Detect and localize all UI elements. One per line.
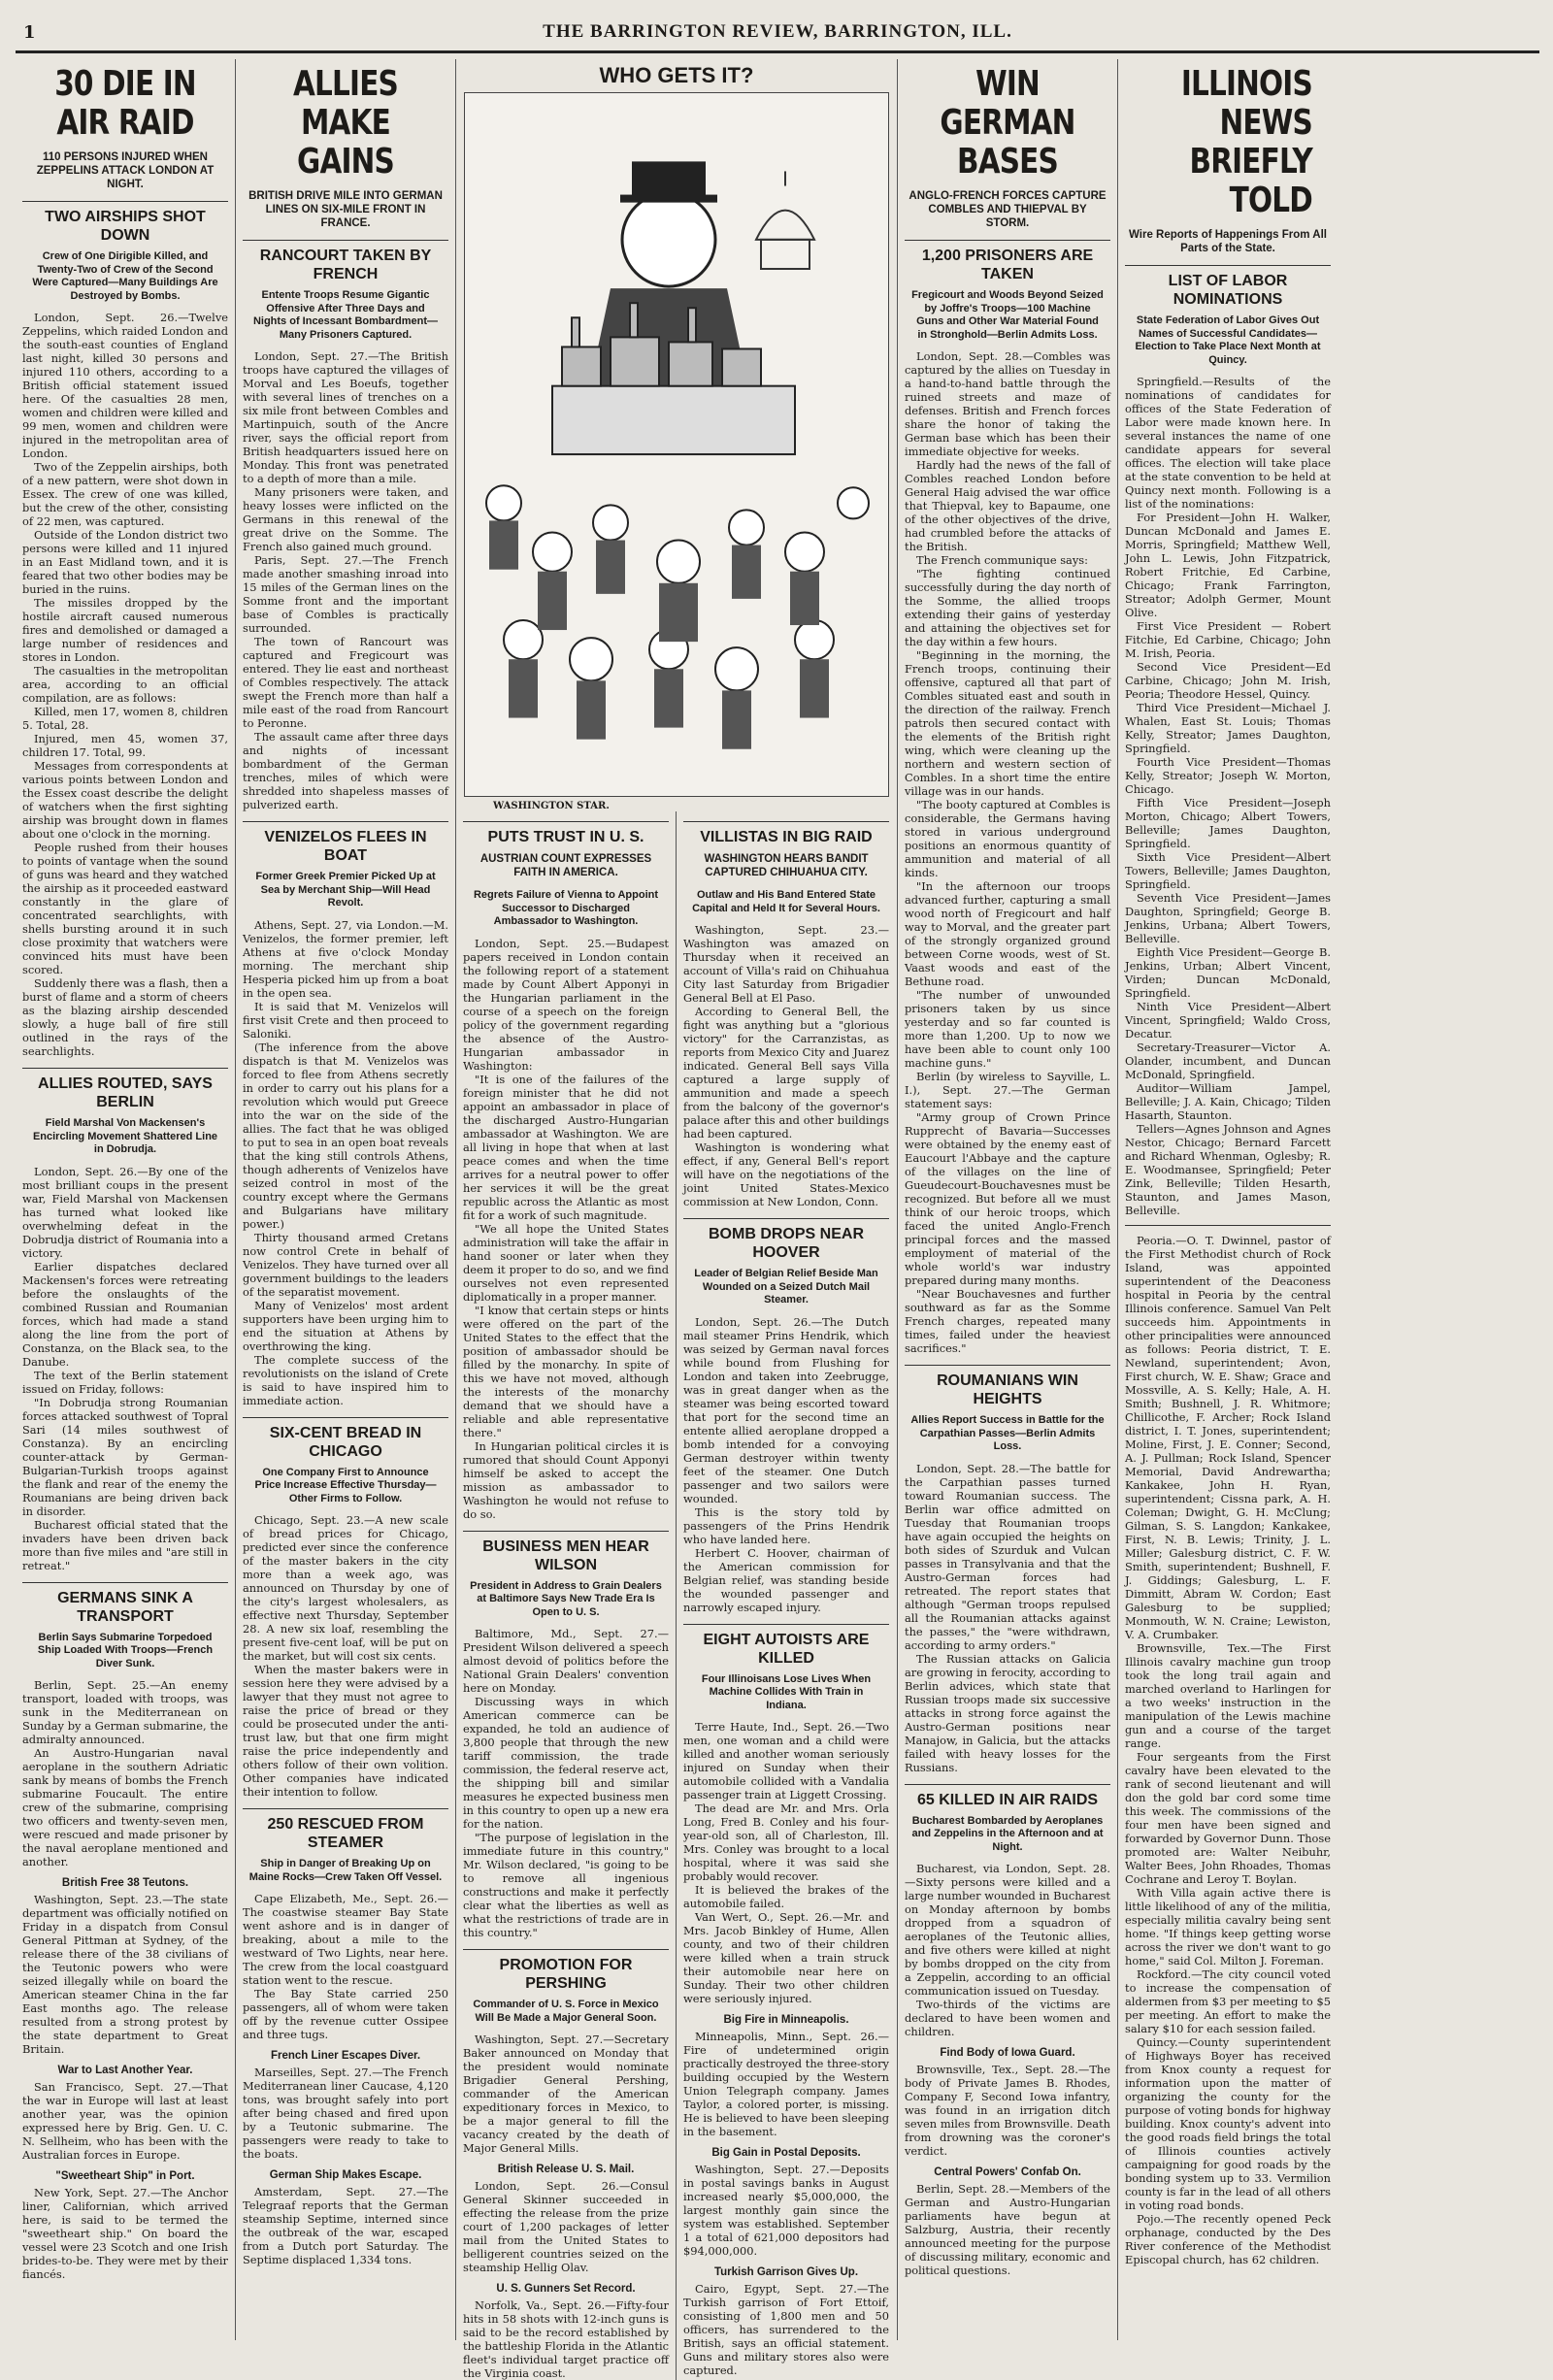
- paragraph: Washington is wondering what effect, if any, General Bell's report will have on the negotiations of the joint United States-Mexico commission at New London, Conn.: [683, 1140, 889, 1208]
- divider: [1125, 1225, 1331, 1226]
- paragraph: Discussing ways in which American commerce can be expanded, he told an audience of 3,800 people that through the new tariff commission, the trade commission, the federal reserve act, the shipping bill and similar measures he expected business men in this country to open up a new era for the nation.: [463, 1695, 669, 1831]
- paragraph: Quincy.—County superintendent of Highways Boyer has received from Knox county a request for information upon the matter of organizing the county for the purpose of voting bonds for highway building. Knox county's advent into the good roads field brings the total of Illinois counties actively campaigning for good roads by the bonding system up to 33. Vermilion county is far in the lead of all others in voting road bonds.: [1125, 2035, 1331, 2212]
- brief-head: Central Powers' Confab On.: [934, 2166, 1081, 2178]
- paragraph: London, Sept. 26.—Consul General Skinner succeeded in effecting the release from the prize court of 1,200 packages of letter mail from the United States to belligerent countries seized on the steamship Hellig Olav.: [463, 2179, 669, 2274]
- paragraph: Amsterdam, Sept. 27.—The Telegraaf reports that the German steamship Septime, interned since the outbreak of the war, escaped from a Dutch port Saturday. The Septime displaced 1,334 tons.: [243, 2185, 448, 2266]
- paragraph: Marseilles, Sept. 27.—The French Mediterranean liner Caucase, 4,120 tons, was brought safely into port after being chased and fired upon by a Teutonic submarine. The passengers were ready to take to the boats.: [243, 2066, 448, 2161]
- summary: Commander of U. S. Force in Mexico Will Be Made a Major General Soon.: [473, 1999, 659, 2024]
- paragraph: "I know that certain steps or hints were offered on the part of the United States to the effect that the position of ambassador should be filled by the monarchy. In spite of this we have not moved, although the interests of the monarchy demand that we should have a reliable and able representative there.": [463, 1303, 669, 1439]
- paragraph: Earlier dispatches declared Mackensen's forces were retreating before the onslaughts of the combined Russian and Roumanian forces, which had made a stand along the line from the port of Constanza, on the Black sea, to the Danube.: [22, 1259, 228, 1369]
- paragraph: Washington, Sept. 23.—Washington was amazed on Thursday when it received an account of Villa's raid on Chihuahua City last Saturday from Brigadier General Bell at El Paso.: [683, 923, 889, 1005]
- article-body: [905, 1462, 1110, 1774]
- headline-illinois-news: ILLINOIS NEWS BRIEFLY TOLD: [1180, 64, 1312, 220]
- paragraph: This is the story told by passengers of the Prins Hendrik who have landed here.: [683, 1504, 889, 1546]
- paragraph: (The inference from the above dispatch is that M. Venizelos was forced to flee from Athens secretly in order to carry out his plans for a revolution which would put Greece into the war on the side of the allies. The fact that he was obliged to put to sea in an open boat reveals that the king still controls Athens, though adherents of Venizelos have seized control in most of the country except where the Germans and Bulgarians have military power.): [243, 1040, 448, 1231]
- brief-head: Big Fire in Minneapolis.: [723, 2014, 849, 2026]
- summary: Allies Report Success in Battle for the Carpathian Passes—Berlin Admits Loss.: [910, 1414, 1105, 1452]
- paragraph: Outside of the London district two persons were killed and 11 injured in an East Midland town, and it is feared that two other bodies may be buried in the ruins.: [22, 528, 228, 596]
- summary: Entente Troops Resume Gigantic Offensive After Three Days and Nights of Incessant Bombardment—Many Prisoners Captured.: [252, 289, 439, 341]
- paragraph: For President—John H. Walker, Duncan McDonald and James E. Morris, Springfield; Matthew Well, John L. Lewis, John Fitzpatrick, Robert Fritchie, Ed Carbine, Chicago; Frank Farrington, Streator; Adolph Germer, Mount Olive.: [1125, 511, 1331, 619]
- paragraph: Minneapolis, Minn., Sept. 26.—Fire of undetermined origin practically destroyed the three-story building occupied by the Western Union Telegraph company. James Taylor, a colored porter, is missing. He is believed to have been sleeping in the basement.: [683, 2030, 889, 2138]
- paragraph: Third Vice President—Michael J. Whalen, East St. Louis; Thomas Kelly, Streator; James Daughton, Springfield.: [1125, 701, 1331, 755]
- column-5: [898, 59, 1118, 2340]
- paragraph: Norfolk, Va., Sept. 26.—Fifty-four hits in 58 shots with 12-inch guns is said to be the record established by the battleship Florida in the Atlantic fleet's individual target practice off the Virginia coast.: [463, 2298, 669, 2380]
- column-4: [677, 811, 896, 2380]
- sub-head: BOMB DROPS NEAR HOOVER: [683, 1218, 889, 1262]
- paragraph: Van Wert, O., Sept. 26.—Mr. and Mrs. Jacob Binkley of Hume, Allen county, and two of their children were killed when a train struck their automobile near here on Sunday. Their two other children were seriously injured.: [683, 1910, 889, 2005]
- lower-columns: [456, 811, 897, 2380]
- paragraph: The complete success of the revolutionists on the island of Crete is said to have inspired him to immediate action.: [243, 1352, 448, 1407]
- article-body: [1125, 375, 1331, 1217]
- article-body: [243, 918, 448, 1407]
- paragraph: "Beginning in the morning, the French troops, continuing their offensive, captured all that part of Combles situated east and south in the direction of the railway. French patrols then secured contact with the elements of the British right wing, which were cleaning up the northern and western section of Combles. In a short time the entire village was in our hands.: [905, 648, 1110, 798]
- paragraph: According to General Bell, the fight was anything but a "glorious victory" for the Carranzistas, as reports from Mexico City and Juarez indicated. General Bell says Villa captured a large supply of ammunition and made a speech from the balcony of the governor's palace after this and other buildings had been captured.: [683, 1005, 889, 1140]
- paragraph: Paris, Sept. 27.—The French made another smashing inroad into 15 miles of the German lines on the Somme front and the important base of Combles is practically surrounded.: [243, 553, 448, 635]
- article-body: [463, 937, 669, 1521]
- paragraph: Rockford.—The city council voted to increase the compensation of aldermen from $3 per meeting to $5 per meeting. An effort to make the salary $10 for each session failed.: [1125, 1967, 1331, 2035]
- paragraph: Many of Venizelos' most ardent supporters have been urging him to end the situation at Athens by overthrowing the king.: [243, 1298, 448, 1353]
- paragraph: London, Sept. 28.—Combles was captured by the allies on Tuesday in a hand-to-hand battle through the ruined streets and maze of defenses. British and French forces share the honor of taking the German base which has been their immediate objective for weeks.: [905, 349, 1110, 458]
- article-body: [463, 1627, 669, 1939]
- paragraph: Suddenly there was a flash, then a burst of flame and a storm of cheers as the blazing airship descended slowly, a huge ball of fire still outlined in the rays of the searchlights.: [22, 976, 228, 1058]
- paragraph: Messages from correspondents at various points between London and the Essex coast describe the delight of watchers when the first sighting airship was brought down in flames about one o'clock in the morning.: [22, 759, 228, 841]
- paragraph: Tellers—Agnes Johnson and Agnes Nestor, Chicago; Bernard Farcett and Richard Whenman, Oglesby; R. E. Woodmansee, Springfield; Peter Zink, Belleville; Tilden Hesarth, Staunton, and James Mason, Belleville.: [1125, 1122, 1331, 1217]
- paragraph: Cape Elizabeth, Me., Sept. 26.—The coastwise steamer Bay State went ashore and is in danger of breaking, about a mile to the westward of Two Lights, near here. The crew from the local coastguard station went to the rescue.: [243, 1892, 448, 1987]
- paragraph: San Francisco, Sept. 27.—That the war in Europe will last at least another year, was the opinion expressed here by Brig. Gen. U. C. N. Sellheim, who has been with the Australian forces in Europe.: [22, 2080, 228, 2162]
- center-spread: [456, 59, 898, 2380]
- cartoon-title: WHO GETS IT?: [599, 63, 754, 87]
- summary: Fregicourt and Woods Beyond Seized by Joffre's Troops—100 Machine Guns and Other War Material Found in Stronghold—Berlin Admits Loss.: [911, 289, 1104, 341]
- summary: President in Address to Grain Dealers at Baltimore Says New Trade Era Is Open to U. S.: [470, 1579, 662, 1618]
- paragraph: Two of the Zeppelin airships, both of a new pattern, were shot down in Essex. The crew of one was killed, but the crew of the other, consisting of 22 men, was captured.: [22, 460, 228, 528]
- paragraph: London, Sept. 28.—The battle for the Carpathian passes turned toward Roumanian success. The Berlin war office admitted on Tuesday that Roumanian troops have again occupied the heights on both sides of Szurduk and Vulcan passes in Transylvania and that the Austro-German forces had retreated. The report states that although "German troops repulsed all the Roumanian attacks against the passes," the "were withdrawn, according to army orders.": [905, 1461, 1110, 1652]
- deck: 110 PERSONS INJURED WHEN ZEPPELINS ATTACK LONDON AT NIGHT.: [36, 151, 215, 190]
- paragraph: "The purpose of legislation in the immediate future in this country," Mr. Wilson declared, "is going to be to remove all ingenious constructions and make it perfectly clear what the liberties as well as what the restrictions of trade are in this country.": [463, 1831, 669, 1939]
- paragraph: "The fighting continued successfully during the day north of the Somme, the allied troops extending their gains of yesterday and attaining the objectives set for the day within a few hours.: [905, 567, 1110, 648]
- paragraph: London, Sept. 26.—The Dutch mail steamer Prins Hendrik, which was seized by German naval forces while bound from Flushing for London and taken into Zeebrugge, was in great danger when as the steamer was being escorted toward that port for the second time an entente allied aeroplane dropped a bomb intended for a convoying German destroyer within twenty feet of the steamer. One Dutch passenger and two sailors were wounded.: [683, 1314, 889, 1505]
- summary: Four Illinoisans Lose Lives When Machine Collides With Train in Indiana.: [701, 1672, 872, 1711]
- paragraph: The text of the Berlin statement issued on Friday, follows:: [22, 1368, 228, 1396]
- page-number: 1: [23, 21, 36, 43]
- paragraph: The Bay State carried 250 passengers, all of whom were taken off by the revenue cutter Ossipee and three tugs.: [243, 1987, 448, 2041]
- paragraph: The dead are Mr. and Mrs. Orla Long, Fred B. Conley and his four-year-old son, all of Charleston, Ill. Mrs. Conley was brought to a local hospital, where it was said she probably would recover.: [683, 1802, 889, 1883]
- columns: [16, 59, 1539, 2380]
- article-body: [683, 1315, 889, 1614]
- article-body: [683, 923, 889, 1208]
- summary: State Federation of Labor Gives Out Names of Successful Candidates—Election to Take Place Next Month at Quincy.: [1135, 314, 1321, 366]
- paragraph: Baltimore, Md., Sept. 27.—President Wilson delivered a speech almost devoid of politics before the National Grain Dealers' convention here on Monday.: [463, 1627, 669, 1695]
- column-1: [16, 59, 236, 2340]
- cartoon-drawing: [465, 93, 888, 796]
- paragraph: Hardly had the news of the fall of Combles reached London before General Haig advised the war office that Thiepval, key to Bapaume, one of the other objectives of the drive, had crumbled before the attacks of the British.: [905, 458, 1110, 553]
- brief-head: Turkish Garrison Gives Up.: [713, 2266, 859, 2278]
- brief-head: U. S. Gunners Set Record.: [496, 2283, 636, 2295]
- brief-head: French Liner Escapes Diver.: [270, 2050, 421, 2062]
- paragraph: Secretary-Treasurer—Victor A. Olander, incumbent, and Duncan McDonald, Springfield.: [1125, 1041, 1331, 1081]
- paragraph: Auditor—William Jampel, Belleville; J. A. Kain, Chicago; Tilden Hasarth, Staunton.: [1125, 1081, 1331, 1122]
- summary: Outlaw and His Band Entered State Capital and Held It for Several Hours.: [692, 889, 880, 914]
- sub-head: VILLISTAS IN BIG RAID: [683, 821, 889, 846]
- paragraph: Athens, Sept. 27, via London.—M. Venizelos, the former premier, left Athens at five o'clock Monday morning. The merchant ship Hesperia picked him up from a boat in the open sea.: [243, 917, 448, 1000]
- paragraph: Springfield.—Results of the nominations of candidates for offices of the State Federation of Labor were made known here. In several instances the name of one candidate appears for several offices. The election will take place at the state convention to be held at Quincy next month. Following is a list of the nominations:: [1125, 375, 1331, 511]
- paragraph: Peoria.—O. T. Dwinnel, pastor of the First Methodist church of Rock Island, was appointed superintendent of the Deaconess hospital in Peoria by the central Illinois conference. Samuel Van Pelt succeeds him. Appointments in other principalities were announced as follows: Peoria district, T. E. Newland, superintendent; Avon, First church, W. E. Shaw; Grace and Mossville, A. S. Kelly; Hale, A. H. Smith; Bushnell, J. R. Whitmore; Chillicothe, F. Archer; Rock Island district, I. T. Jones, superintendent; Moline, First, J. E. Conner; Second, A. J. Pullman; Rock Island, Spencer Memorial, David Andrewartha; Kankakee, John H. Ryan, superintendent; Cissna park, A. H. Coleman; Dwight, G. H. McClung; Gilman, S. S. Langdon; Kankakee, First, N. B. Lewis; Trinity, J. L. Miller; Galesburg district, C. F. W. Smith, superintendent; Bushnell, F. J. Giddings; Galesburg, L. F. Dimmitt, Abram W. Cordon; East Galesburg to be supplied; Monmouth, W. N. Craine; Lewiston, V. A. Crumbaker.: [1125, 1234, 1331, 1641]
- brief-head: Find Body of Iowa Guard.: [940, 2047, 1075, 2059]
- paragraph: "Army group of Crown Prince Rupprecht of Bavaria—Successes were obtained by the enemy east of Eaucourt l'Abbaye and the capture of the villages on the line of Gueudecourt-Bouchavesnes must be recognized. But before all we must think of our heroic troops, which faced the united Anglo-French principal forces and the massed employment of material of the whole world's war industry prepared during many months.: [905, 1110, 1110, 1287]
- sub-head: LIST OF LABOR NOMINATIONS: [1125, 265, 1331, 309]
- column-6: [1118, 59, 1338, 2340]
- sub-head: PUTS TRUST IN U. S.: [463, 821, 669, 846]
- summary: Ship in Danger of Breaking Up on Maine Rocks—Crew Taken Off Vessel.: [248, 1858, 443, 1883]
- article-body: [683, 1720, 889, 2005]
- article-body: [243, 349, 448, 811]
- sub-head: EIGHT AUTOISTS ARE KILLED: [683, 1624, 889, 1668]
- deck: ANGLO-FRENCH FORCES CAPTURE COMBLES AND THIEPVAL BY STORM.: [909, 190, 1107, 229]
- article-body: [22, 1165, 228, 1572]
- paragraph: First Vice President — Robert Fitchie, Ed Carbine, Chicago; John M. Irish, Peoria.: [1125, 619, 1331, 660]
- paragraph: "The booty captured at Combles is considerable, the Germans having stored in various underground positions an enormous quantity of ammunition and material of all kinds.: [905, 798, 1110, 879]
- brief-head: Big Gain in Postal Deposits.: [711, 2147, 861, 2159]
- sub-head: SIX-CENT BREAD IN CHICAGO: [243, 1417, 448, 1461]
- cartoon-credit: WASHINGTON STAR.: [493, 801, 610, 811]
- deck: WASHINGTON HEARS BANDIT CAPTURED CHIHUAHUA CITY.: [704, 853, 869, 878]
- paragraph: Herbert C. Hoover, chairman of the American commission for Belgian relief, was standing beside the wounded passenger and narrowly escaped injury.: [683, 1545, 889, 1614]
- brief-head: British Free 38 Teutons.: [61, 1877, 189, 1889]
- newspaper-page: [16, 14, 1539, 2380]
- brief-head: War to Last Another Year.: [57, 2065, 193, 2076]
- paragraph: Many prisoners were taken, and heavy losses were inflicted on the Germans in this renewal of the great drive on the Somme. The French also gained much ground.: [243, 485, 448, 553]
- paragraph: Fifth Vice President—Joseph Morton, Chicago; Albert Towers, Belleville; James Daughton, Springfield.: [1125, 796, 1331, 850]
- paragraph: Berlin (by wireless to Sayville, L. I.), Sept. 27.—The German statement says:: [905, 1070, 1110, 1110]
- paragraph: Chicago, Sept. 23.—A new scale of bread prices for Chicago, predicted ever since the conference of the master bakers in the city more than a week ago, was announced on Thursday by one of the city's largest wholesalers, as effective next Thursday, September 28. A new six loaf, resembling the present five-cent loaf, will be put on the market, but will cost six cents.: [243, 1513, 448, 1663]
- paragraph: The missiles dropped by the hostile aircraft caused numerous fires and demolished or damaged a large number of residences and stores in London.: [22, 596, 228, 664]
- sub-head: GERMANS SINK A TRANSPORT: [22, 1582, 228, 1626]
- article-body: [22, 1678, 228, 1868]
- brief-head: "Sweetheart Ship" in Port.: [55, 2170, 195, 2182]
- paragraph: New York, Sept. 27.—The Anchor liner, Californian, which arrived here, is said to be termed the "sweetheart ship." On board the vessel were 23 Scotch and one Irish brides-to-be. They were met by their fiancés.: [22, 2186, 228, 2281]
- paragraph: The town of Rancourt was captured and Fregicourt was entered. They lie east and northeast of Combles respectively. The attack swept the French more than half a mile east of the road from Rancourt to Peronne.: [243, 635, 448, 730]
- article-body: [243, 1513, 448, 1799]
- article-body: [905, 349, 1110, 1355]
- paragraph: Fourth Vice President—Thomas Kelly, Streator; Joseph W. Morton, Chicago.: [1125, 755, 1331, 796]
- masthead: [16, 14, 1539, 53]
- deck: Wire Reports of Happenings From All Parts of the State.: [1129, 229, 1327, 254]
- article-body: [243, 1892, 448, 2041]
- paragraph: With Villa again active there is little likelihood of any of the militia, especially militia cavalry being sent home. "If things keep getting worse across the river we don't want to go home," said Col. Milton J. Foreman.: [1125, 1886, 1331, 1967]
- paragraph: Washington, Sept. 23.—The state department was officially notified on Friday in a dispatch from Consul General Pittman at Sydney, of the release there of the 38 civilians of the Teutonic powers who were seized illegally while on board the American steamer China in the far East months ago. The release resulted from a strong protest by the state department to Great Britain.: [22, 1893, 228, 2056]
- brief-head: British Release U. S. Mail.: [497, 2164, 635, 2175]
- sub-head: ROUMANIANS WIN HEIGHTS: [905, 1365, 1110, 1408]
- article-body: [463, 2033, 669, 2155]
- paragraph: It is believed the brakes of the automobile failed.: [683, 1883, 889, 1910]
- sub-head: RANCOURT TAKEN BY FRENCH: [243, 240, 448, 283]
- summary: Field Marshal Von Mackensen's Encircling Movement Shattered Line in Dobrudja.: [32, 1117, 218, 1155]
- sub-head: VENIZELOS FLEES IN BOAT: [243, 821, 448, 865]
- summary: Leader of Belgian Relief Beside Man Wounded on a Seized Dutch Mail Steamer.: [694, 1268, 878, 1306]
- paragraph: "Near Bouchavesnes and further southward as far as the Somme French charges, repeated many times, failed under the heaviest sacrifices.": [905, 1287, 1110, 1355]
- brief-head: German Ship Makes Escape.: [269, 2169, 422, 2181]
- article-body: [1125, 1234, 1331, 2266]
- paragraph: Brownsville, Tex.—The First Illinois cavalry machine gun troop took the long trail again and marched overland to Harlingen for a two weeks' instruction in the manipulation of the Lewis machine gun and a course of the target range.: [1125, 1641, 1331, 1750]
- summary: Regrets Failure of Vienna to Appoint Successor to Discharged Ambassador to Washington.: [473, 889, 659, 927]
- sub-head: BUSINESS MEN HEAR WILSON: [463, 1531, 669, 1574]
- paragraph: London, Sept. 26.—By one of the most brilliant coups in the present war, Field Marshal von Mackensen has turned what looked like overwhelming defeat in the Dobrudja district of Roumania into a victory.: [22, 1164, 228, 1260]
- paragraph: Four sergeants from the First cavalry have been elevated to the rank of second lieutenant and will don the gold bar cord some time this week. The commissions of the four men have been signed and forwarded by Governor Dunn. Those promoted are: Walter Neibuhr, Walter Bees, John Rhoades, Thomas Cochrane and Leroy T. Boylan.: [1125, 1750, 1331, 1886]
- paragraph: London, Sept. 25.—Budapest papers received in London contain the following report of a statement made by Count Albert Apponyi in the Hungarian parliament in the course of a speech on the foreign policy of the government regarding the absence of the Austro-Hungarian ambassador in Washington:: [463, 936, 669, 1073]
- paragraph: When the master bakers were in session here they were advised by a lawyer that they must not agree to raise the price of bread or they could be prosecuted under the anti-trust law, but that one firm might raise the price independently and others follow of their own volition. Other companies have indicated their intention to follow.: [243, 1663, 448, 1799]
- paragraph: The casualties in the metropolitan area, according to an official compilation, are as follows:: [22, 664, 228, 705]
- summary: Bucharest Bombarded by Aeroplanes and Zeppelins in the Afternoon and at Night.: [911, 1814, 1104, 1853]
- paragraph: Terre Haute, Ind., Sept. 26.—Two men, one woman and a child were killed and another woman seriously injured on Sunday when their automobile collided with a Vandalia passenger train at Liggett Crossing.: [683, 1720, 889, 1802]
- deck: BRITISH DRIVE MILE INTO GERMAN LINES ON SIX-MILE FRONT IN FRANCE.: [248, 190, 443, 229]
- paragraph: "It is one of the failures of the foreign minister that he did not appoint an ambassador in place of the discharged Austro-Hungarian ambassador at Washington. We are all living in hope that when at last peace comes and when the time arrives for a neutral power to offer her services it will be the great republic across the Atlantic as most fit for a work of such magnitude.: [463, 1072, 669, 1222]
- paragraph: It is said that M. Venizelos will first visit Crete and then proceed to Saloniki.: [243, 999, 448, 1041]
- paragraph: "We all hope the United States administration will take the affair in hand sooner or later when they deem it proper to do so, and we find ourselves not even represented diplomatically in a proper manner.: [463, 1221, 669, 1304]
- paragraph: Berlin, Sept. 28.—Members of the German and Austro-Hungarian parliaments have begun at Salzburg, Austria, their recently announced meeting for the purpose of discussing military, economic and political questions.: [905, 2182, 1110, 2277]
- headline-german-bases: WIN GERMAN BASES: [940, 64, 1075, 182]
- paragraph: Ninth Vice President—Albert Vincent, Springfield; Waldo Cross, Decatur.: [1125, 1000, 1331, 1041]
- sub-head: 250 RESCUED FROM STEAMER: [243, 1808, 448, 1852]
- paragraph: The assault came after three days and nights of incessant bombardment of the German trenches, miles of which were shredded into shapeless masses of pulverized earth.: [243, 730, 448, 811]
- sub-head: 1,200 PRISONERS ARE TAKEN: [905, 240, 1110, 283]
- column-2: [236, 59, 456, 2340]
- paragraph: Bucharest official stated that the invaders have been driven back more than five miles and "are still in retreat.": [22, 1517, 228, 1572]
- paragraph: Seventh Vice President—James Daughton, Springfield; George B. Jenkins, Urbana; Albert Towers, Belleville.: [1125, 891, 1331, 945]
- paragraph: Brownsville, Tex., Sept. 28.—The body of Private James B. Rhodes, Company F, Second Iowa infantry, was found in an irrigation ditch seven miles from Brownsville. Death from drowning was the coroner's verdict.: [905, 2063, 1110, 2158]
- paragraph: Berlin, Sept. 25.—An enemy transport, loaded with troops, was sunk in the Mediterranean on Sunday by a German submarine, the admiralty announced.: [22, 1678, 228, 1746]
- paragraph: The French communique says:: [916, 553, 1088, 567]
- summary: Crew of One Dirigible Killed, and Twenty-Two of Crew of the Second Were Captured—Many Buildings Are Destroyed by Bombs.: [32, 250, 218, 302]
- paragraph: Second Vice President—Ed Carbine, Chicago; John M. Irish, Peoria; Theodore Hessel, Quincy.: [1125, 660, 1331, 701]
- cartoon-illustration: [464, 92, 889, 797]
- headline-air-raid: 30 DIE IN AIR RAID: [54, 64, 196, 143]
- paragraph: London, Sept. 27.—The British troops have captured the villages of Morval and Les Boeufs, together with several lines of trenches on a six mile front between Combles and Martinpuich, south of the Ancre river, says the official report from British headquarters issued here on Monday. This front was penetrated to a depth of more than a mile.: [243, 349, 448, 485]
- article-body: [905, 1862, 1110, 2038]
- paragraph: London, Sept. 26.—Twelve Zeppelins, which raided London and the south-east counties of England last night, killed 30 persons and injured 110 others, according to a British official statement issued here. Of the casualties 28 men, women and children were killed and 99 men, women and children were injured in the metropolitan area of London.: [22, 311, 228, 460]
- paragraph: An Austro-Hungarian naval aeroplane in the southern Adriatic sank by means of bombs the French submarine Foucault. The entire crew of the submarine, comprising two officers and twenty-seven men, were rescued and made prisoner by the naval aeroplane mentioned and another.: [22, 1746, 228, 1868]
- summary: One Company First to Announce Price Increase Effective Thursday—Other Firms to Follow.: [254, 1466, 437, 1504]
- sub-head: TWO AIRSHIPS SHOT DOWN: [22, 201, 228, 245]
- summary: Berlin Says Submarine Torpedoed Ship Loaded With Troops—French Diver Sunk.: [37, 1631, 214, 1669]
- column-3: [456, 811, 677, 2380]
- masthead-title: THE BARRINGTON REVIEW, BARRINGTON, ILL.: [543, 21, 1012, 42]
- headline-allies-gains: ALLIES MAKE GAINS: [293, 64, 398, 182]
- paragraph: "The number of unwounded prisoners taken by us since yesterday and so far counted is more than 1,200. Up to now we have been able to count only 100 machine guns.": [905, 988, 1110, 1070]
- paragraph: Sixth Vice President—Albert Towers, Belleville; James Daughton, Springfield.: [1125, 850, 1331, 891]
- paragraph: Killed, men 17, women 8, children 5. Total, 28.: [22, 705, 228, 732]
- paragraph: Injured, men 45, women 37, children 17. Total, 99.: [22, 732, 228, 759]
- sub-head: 65 KILLED IN AIR RAIDS: [905, 1784, 1110, 1809]
- paragraph: "In Dobrudja strong Roumanian forces attacked southwest of Topral Sari (14 miles southwest of Constanza). By an encircling counter-attack by German-Bulgarian-Turkish troops against the flank and rear of the enemy the Roumanians are being driven back in disorder.: [22, 1395, 228, 1518]
- paragraph: Washington, Sept. 27.—Deposits in postal savings banks in August increased nearly $5,000,000, the largest monthly gain since the system was established. September 1 a total of 621,000 depositors had $94,000,000.: [683, 2163, 889, 2258]
- paragraph: Bucharest, via London, Sept. 28.—Sixty persons were killed and a large number wounded in Bucharest on Monday afternoon by bombs dropped from a squadron of aeroplanes of the Teutonic allies, and five others were killed at night by bombs dropped on the city from a Zeppelin, according to an official communication issued on Tuesday.: [905, 1862, 1110, 1998]
- article-body: [22, 311, 228, 1058]
- paragraph: Cairo, Egypt, Sept. 27.—The Turkish garrison of Fort Ettoif, consisting of 1,800 men and 50 officers, has surrendered to the British, says an official statement. Guns and military stores also were captured.: [683, 2282, 889, 2377]
- paragraph: "In the afternoon our troops advanced further, capturing a small wood north of Fregicourt and half way to Morval, and the greater part of the strongly organized ground between Corne woods, west of St. Vaast woods and east of the Bethune road.: [905, 879, 1110, 988]
- sub-head: PROMOTION FOR PERSHING: [463, 1949, 669, 1993]
- paragraph: Washington, Sept. 27.—Secretary Baker announced on Monday that the president would nominate Brigadier General Pershing, commander of the American expeditionary forces in Mexico, to be a major general to fill the vacancy created by the death of Major General Mills.: [463, 2033, 669, 2155]
- paragraph: Thirty thousand armed Cretans now control Crete in behalf of Venizelos. They have turned over all government buildings to the leaders of the separatist movement.: [243, 1230, 448, 1299]
- paragraph: Pojo.—The recently opened Peck orphanage, conducted by the Des River conference of the Methodist Episcopal church, has 62 children.: [1125, 2212, 1331, 2266]
- deck: AUSTRIAN COUNT EXPRESSES FAITH IN AMERICA.: [479, 853, 652, 878]
- paragraph: Eighth Vice President—George B. Jenkins, Urban; Albert Vincent, Virden; Duncan McDonald, Springfield.: [1125, 945, 1331, 1000]
- paragraph: Two-thirds of the victims are declared to have been women and children.: [905, 1998, 1110, 2038]
- cartoon-panel: [456, 59, 897, 811]
- paragraph: In Hungarian political circles it is rumored that should Count Apponyi himself be asked to accept the mission as ambassador to Washington he would not refuse to do so.: [463, 1438, 669, 1521]
- sub-head: ALLIES ROUTED, SAYS BERLIN: [22, 1068, 228, 1111]
- paragraph: People rushed from their houses to points of vantage when the sound of guns was heard and they watched the airship as it proceeded eastward constantly in the glare of concentrated searchlights, with shells bursting around it in such close proximity that watchers were convinced hits must have been scored.: [22, 841, 228, 976]
- paragraph: The Russian attacks on Galicia are growing in ferocity, according to Berlin advices, which state that Russian troops made six successive attacks in strong force against the Austro-German positions near Manajow, in Galicia, but the attacks failed with heavy losses for the Russians.: [905, 1651, 1110, 1774]
- summary: Former Greek Premier Picked Up at Sea by Merchant Ship—Will Head Revolt.: [255, 871, 436, 909]
